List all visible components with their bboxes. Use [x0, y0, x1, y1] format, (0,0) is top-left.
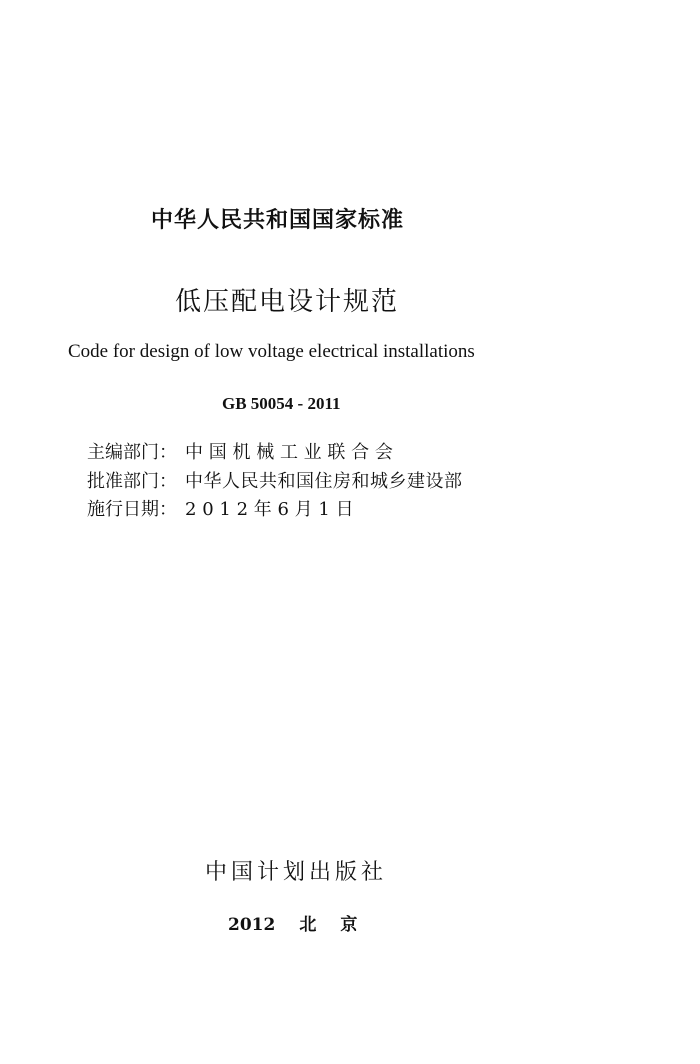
chief-editor-char: 合 [351, 442, 370, 463]
date-char: 年 [253, 499, 272, 520]
date-char: 月 [294, 499, 313, 520]
chief-editor-char: 中 [185, 442, 203, 463]
title-chinese: 低压配电设计规范 [175, 287, 400, 317]
date-char: 2 [236, 499, 249, 520]
chief-editor-char: 会 [374, 442, 393, 463]
title-english: Code for design of low voltage electrical installations [68, 341, 475, 362]
effective-date-value [185, 497, 473, 523]
date-char: 1 [318, 499, 330, 520]
date-char: 0 [202, 499, 214, 520]
standard-code: GB 50054 - 2011 [222, 394, 341, 413]
effective-date-row [87, 497, 473, 523]
date-char: 日 [335, 499, 354, 520]
chief-editor-value [185, 440, 551, 466]
date-char: 6 [277, 499, 289, 520]
publication-place [228, 910, 381, 935]
city-char: 京 [340, 915, 358, 935]
chief-editor-char: 国 [208, 442, 227, 463]
date-char: 2 [185, 499, 197, 520]
date-char: 1 [219, 499, 231, 520]
chief-editor-row [87, 440, 551, 466]
chief-editor-char: 业 [303, 442, 322, 463]
publisher: 中国计划出版社 [205, 860, 388, 885]
chief-editor-char: 机 [232, 442, 251, 463]
chief-editor-char: 联 [327, 442, 346, 463]
chief-editor-char: 械 [256, 442, 275, 463]
effective-date-label: 施行日期： [87, 499, 177, 520]
approver-row [87, 469, 463, 495]
publication-year: 2012 [228, 915, 276, 935]
city-char: 北 [299, 915, 317, 935]
standard-series: 中华人民共和国国家标准 [151, 208, 405, 233]
approver-value: 中华人民共和国住房和城乡建设部 [185, 471, 463, 492]
approver-label: 批准部门： [87, 471, 177, 492]
chief-editor-label: 主编部门： [87, 442, 177, 463]
chief-editor-char: 工 [279, 442, 298, 463]
